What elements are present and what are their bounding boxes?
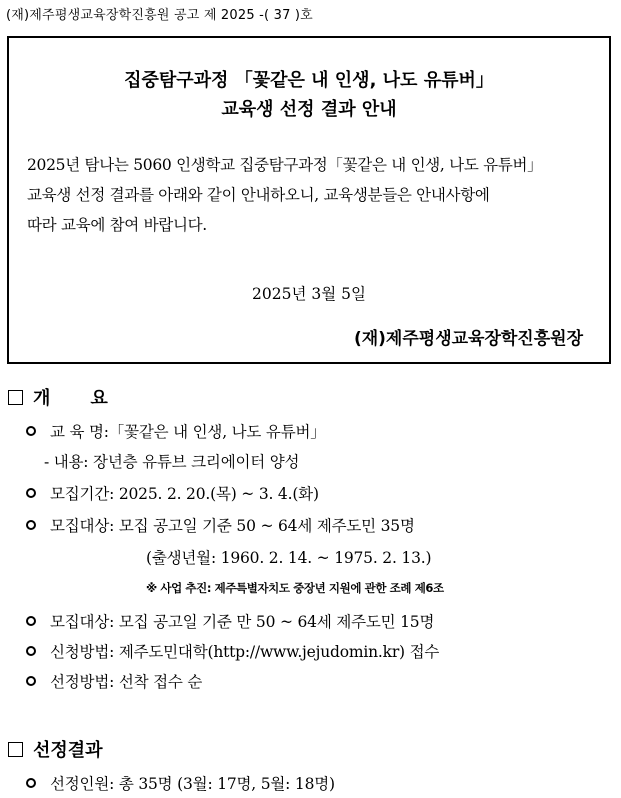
body-line: 2025년 탐나는 5060 인생학교 집중탐구과정「꽃같은 내 인생, 나도 유튜버」: [27, 156, 543, 174]
course-content: - 내용: 장년층 유튜브 크리에이터 양성: [44, 453, 300, 471]
issuer-name: (재)제주평생교육장학진흥원장: [353, 329, 583, 349]
overview-heading-text: 개요: [33, 388, 148, 409]
notice-date: 2025년 3월 5일: [252, 285, 366, 303]
overview-heading: [8, 384, 148, 410]
selected-count: 선정인원: 총 35명 (3월: 17명, 5월: 18명): [50, 775, 335, 793]
circle-bullet-icon: [26, 778, 36, 788]
legal-note: ※ 사업 추진: 제주특별자치도 중장년 지원에 관한 조례 제6조: [146, 581, 444, 595]
selection-method: 선정방법: 선착 접수 순: [50, 673, 203, 691]
circle-bullet-icon: [26, 676, 36, 686]
square-bullet-icon: [8, 390, 23, 405]
circle-bullet-icon: [26, 426, 36, 436]
course-name: 교 육 명:「꽃같은 내 인생, 나도 유튜버」: [50, 423, 326, 441]
list-item: [26, 610, 434, 632]
apply-method: 신청방법: 제주도민대학(http://www.jejudomin.kr) 접수: [50, 643, 440, 661]
notice-number: (재)제주평생교육장학진흥원 공고 제 2025 -( 37 )호: [6, 8, 313, 23]
list-item: [26, 640, 439, 662]
birth-range: (출생년월: 1960. 2. 14. ~ 1975. 2. 13.): [146, 549, 432, 567]
notice-title: 집중탐구과정 「꽃같은 내 인생, 나도 유튜버」: [124, 70, 494, 91]
notice-box: [7, 36, 611, 364]
circle-bullet-icon: [26, 488, 36, 498]
circle-bullet-icon: [26, 520, 36, 530]
body-line: 교육생 선정 결과를 아래와 같이 안내하오니, 교육생분들은 안내사항에: [27, 186, 490, 204]
circle-bullet-icon: [26, 616, 36, 626]
list-item: [26, 670, 202, 692]
list-item: [26, 420, 326, 442]
recruit-target-1: 모집대상: 모집 공고일 기준 50 ~ 64세 제주도민 35명: [50, 517, 415, 535]
notice-subtitle: 교육생 선정 결과 안내: [221, 99, 397, 120]
results-heading: [8, 736, 103, 762]
recruit-period: 모집기간: 2025. 2. 20.(목) ~ 3. 4.(화): [50, 485, 319, 503]
recruit-target-2: 모집대상: 모집 공고일 기준 만 50 ~ 64세 제주도민 15명: [50, 613, 435, 631]
list-item: [26, 772, 335, 794]
circle-bullet-icon: [26, 646, 36, 656]
results-heading-text: 선정결과: [33, 740, 103, 761]
body-line: 따라 교육에 참여 바랍니다.: [27, 216, 207, 234]
square-bullet-icon: [8, 742, 23, 757]
list-item: [26, 482, 319, 504]
notice-body: [27, 150, 597, 240]
list-item: [26, 514, 415, 536]
